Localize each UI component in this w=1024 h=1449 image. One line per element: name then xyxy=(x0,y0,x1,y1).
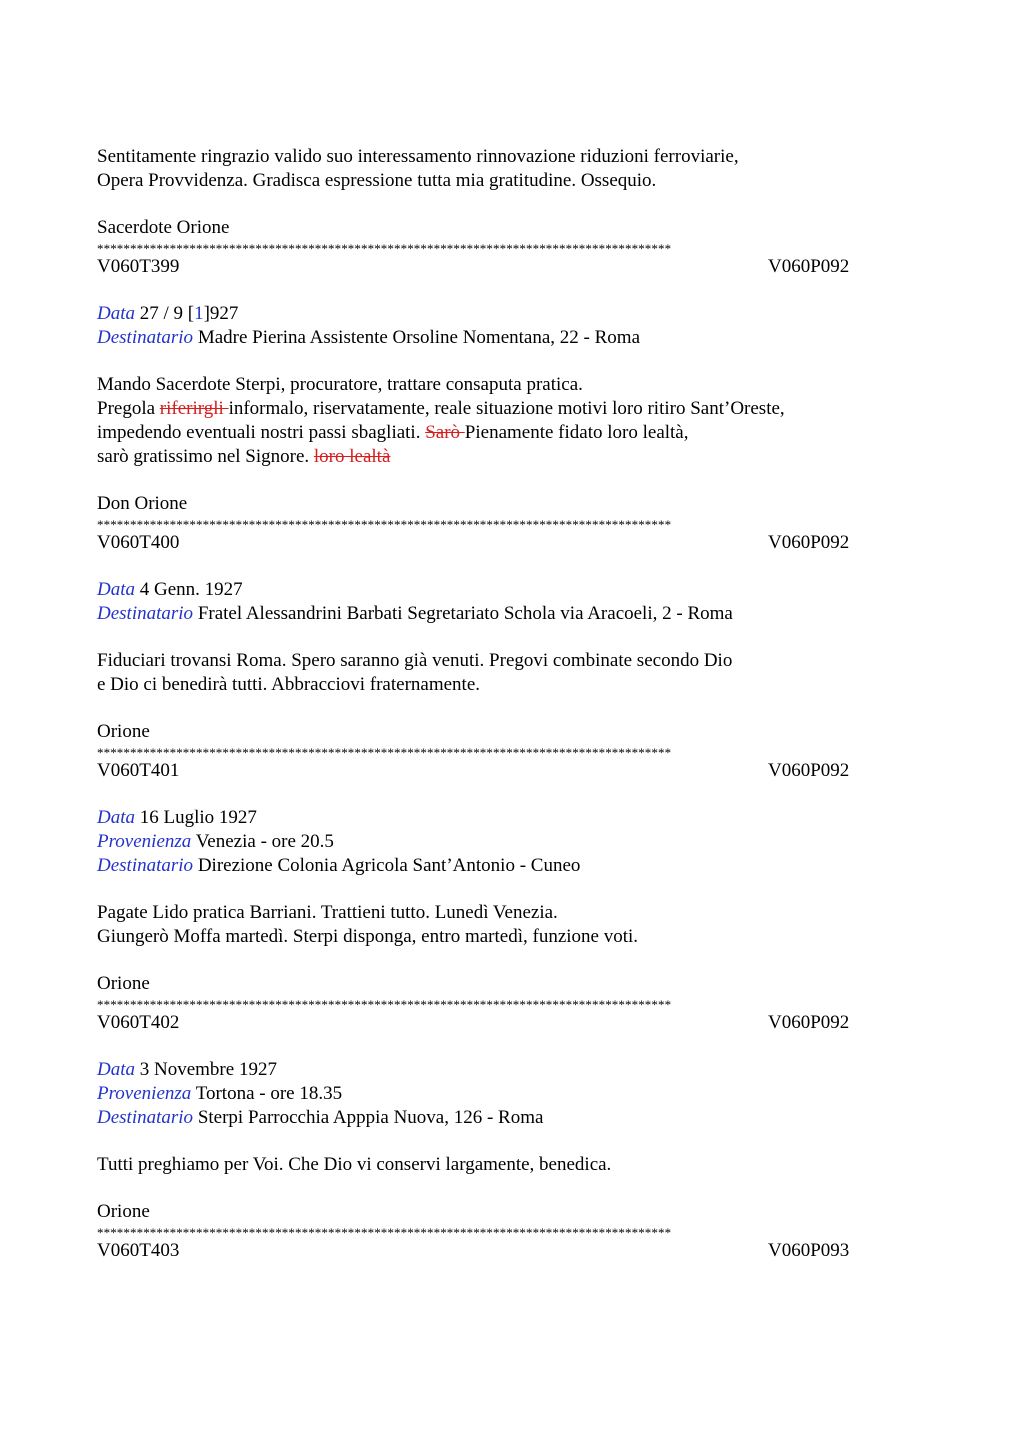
date-line xyxy=(97,1058,927,1082)
date-suffix: ]927 xyxy=(203,303,239,324)
recipient-value: Fratel Alessandrini Barbati Segretariato Schola via Aracoeli, 2 - Roma xyxy=(193,603,733,624)
entry-header xyxy=(97,1011,927,1035)
page-code: V060P092 xyxy=(768,1012,850,1033)
date-label: Data xyxy=(97,303,135,324)
page-code: V060P092 xyxy=(768,760,850,781)
date-bracket: 1 xyxy=(194,303,204,324)
separator: *************************************************************************************** xyxy=(97,241,672,255)
origin-label: Provenienza xyxy=(97,1083,192,1104)
body-text: Pregola xyxy=(97,398,160,419)
body-line: Pagate Lido pratica Barriani. Trattieni tutto. Lunedì Venezia. xyxy=(97,902,558,923)
entry-code: V060T403 xyxy=(97,1240,180,1261)
recipient-line xyxy=(97,854,927,878)
date-prefix: 27 / 9 [ xyxy=(135,303,195,324)
separator: *************************************************************************************** xyxy=(97,1225,672,1239)
page-code: V060P092 xyxy=(768,532,850,553)
separator: *************************************************************************************** xyxy=(97,997,672,1011)
body-text: Pienamente fidato loro lealtà, xyxy=(464,422,689,443)
body-line: Tutti preghiamo per Voi. Che Dio vi conservi largamente, benedica. xyxy=(97,1154,612,1175)
body-text: sarò gratissimo nel Signore. xyxy=(97,446,314,467)
deleted-text: loro lealtà xyxy=(313,446,391,467)
origin-value: Tortona - ore 18.35 xyxy=(191,1083,343,1104)
entry-code: V060T402 xyxy=(97,1012,180,1033)
recipient-line xyxy=(97,1106,927,1130)
date-value: 4 Genn. 1927 xyxy=(135,579,243,600)
date-label: Data xyxy=(97,807,135,828)
deleted-text: riferirgli xyxy=(159,398,229,419)
signature: Orione xyxy=(97,721,150,742)
entry-code: V060T399 xyxy=(97,256,180,277)
body-line: Mando Sacerdote Sterpi, procuratore, trattare consaputa pratica. xyxy=(97,374,583,395)
page-code: V060P093 xyxy=(768,1240,850,1261)
origin-label: Provenienza xyxy=(97,831,192,852)
signature: Orione xyxy=(97,1201,150,1222)
recipient-value: Madre Pierina Assistente Orsoline Nomentana, 22 - Roma xyxy=(193,327,640,348)
recipient-label: Destinatario xyxy=(97,603,194,624)
body-line: e Dio ci benedirà tutti. Abbracciovi fraternamente. xyxy=(97,674,481,695)
recipient-label: Destinatario xyxy=(97,1107,194,1128)
body-text: impedendo eventuali nostri passi sbagliati. xyxy=(97,422,426,443)
entry-code: V060T401 xyxy=(97,760,180,781)
recipient-label: Destinatario xyxy=(97,855,194,876)
recipient-line xyxy=(97,326,927,350)
signature: Orione xyxy=(97,973,150,994)
separator: *************************************************************************************** xyxy=(97,517,672,531)
entry-code: V060T400 xyxy=(97,532,180,553)
deleted-text: Sarò xyxy=(425,422,465,443)
entry-header xyxy=(97,1239,927,1263)
recipient-value: Sterpi Parrocchia Apppia Nuova, 126 - Roma xyxy=(193,1107,544,1128)
body-line: Fiduciari trovansi Roma. Spero saranno già venuti. Pregovi combinate secondo Dio xyxy=(97,650,733,671)
entry-header xyxy=(97,255,927,279)
recipient-value: Direzione Colonia Agricola Sant’Antonio - Cuneo xyxy=(193,855,581,876)
body-line: Giungerò Moffa martedì. Sterpi disponga, entro martedì, funzione voti. xyxy=(97,926,639,947)
document-page xyxy=(97,145,927,1263)
body-line: Sentitamente ringrazio valido suo interessamento rinnovazione riduzioni ferroviarie, xyxy=(97,146,739,167)
date-value: 3 Novembre 1927 xyxy=(135,1059,277,1080)
body-text: informalo, riservatamente, reale situazione motivi loro ritiro Sant’Oreste, xyxy=(228,398,785,419)
entry-header xyxy=(97,759,927,783)
page-code: V060P092 xyxy=(768,256,850,277)
date-line xyxy=(97,806,927,830)
body-line xyxy=(97,445,927,469)
recipient-line xyxy=(97,602,927,626)
date-label: Data xyxy=(97,1059,135,1080)
recipient-label: Destinatario xyxy=(97,327,194,348)
body-line xyxy=(97,397,927,421)
date-label: Data xyxy=(97,579,135,600)
origin-line xyxy=(97,830,927,854)
origin-line xyxy=(97,1082,927,1106)
origin-value: Venezia - ore 20.5 xyxy=(191,831,334,852)
signature: Don Orione xyxy=(97,493,188,514)
date-line xyxy=(97,578,927,602)
body-line xyxy=(97,421,927,445)
entry-header xyxy=(97,531,927,555)
signature: Sacerdote Orione xyxy=(97,217,230,238)
date-line xyxy=(97,302,927,326)
date-value: 16 Luglio 1927 xyxy=(135,807,257,828)
body-line: Opera Provvidenza. Gradisca espressione tutta mia gratitudine. Ossequio. xyxy=(97,170,657,191)
separator: *************************************************************************************** xyxy=(97,745,672,759)
